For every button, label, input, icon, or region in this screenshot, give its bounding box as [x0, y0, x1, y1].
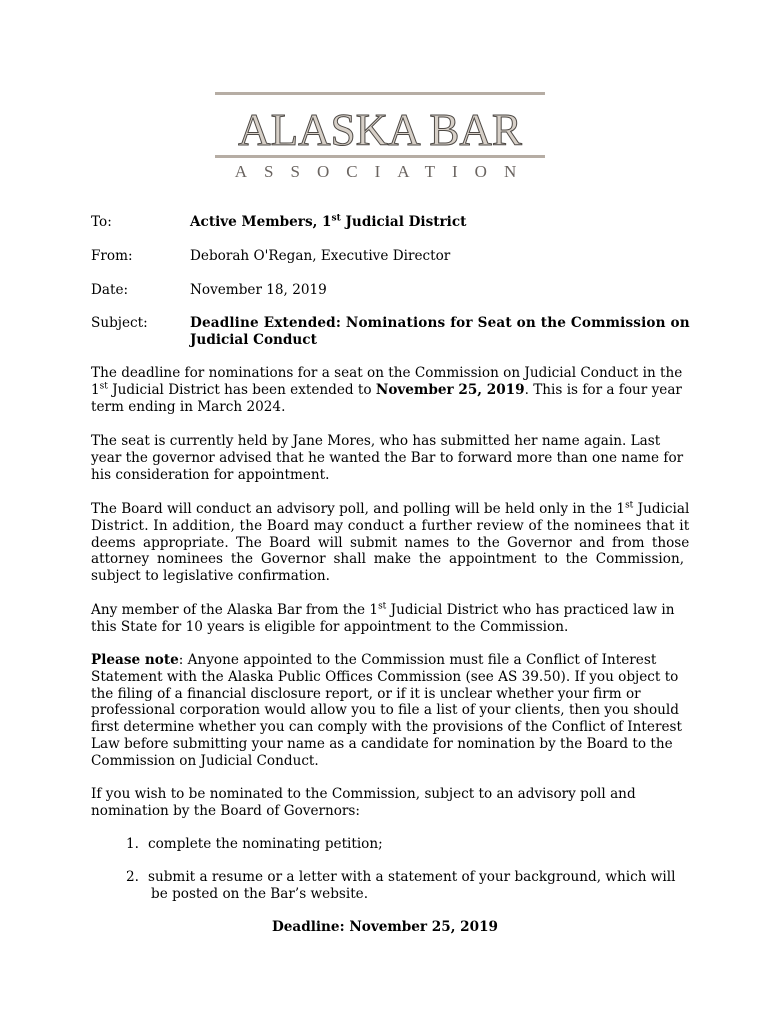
logo-wordmark: ALASKA BAR: [238, 105, 522, 155]
to-value: Active Members, 1st Judicial District: [190, 213, 467, 230]
date-value: November 18, 2019: [190, 282, 327, 298]
paragraph-deadline: The deadline for nominations for a seat on the Commission on Judicial Conduct in the 1st Judicial District has been extended to November 25, 2019. This is for a four year term ending in March 2024.: [91, 365, 683, 415]
from-value: Deborah O'Regan, Executive Director: [190, 248, 451, 264]
paragraph-advisory-poll: The Board will conduct an advisory poll, and polling will be held only in the 1st Judicial District. In addition, the Board may conduct a further review of the nominees that it deems appropriate. The Board will submit names to the Governor and from those attorney nominees the Governor shall make the appointment to the Commission, subject to legislative confirmation.: [91, 500, 690, 585]
subject-value: Deadline Extended: Nominations for Seat on the Commission on Judicial Conduct: [190, 315, 690, 348]
deadline-footer: Deadline: November 25, 2019: [271, 919, 499, 935]
paragraph-eligibility: Any member of the Alaska Bar from the 1st Judicial District who has practiced law in this State for 10 years is eligible for appointment to the Commission.: [91, 601, 675, 635]
memo-page: ALASKA BAR ASSOCIATION To: Active Members, 1st Judicial District From: Deborah O'Regan, Executive Director Date: November 18, 2019 Subject: Deadline Extended: Nominations for Seat on the Commission on Judicial Conduct The deadline for nominations for a seat on the Commission on Judicial Conduct in the 1st Judicial District has been extended to November 25, 2019. This is for a four year term ending in March 2024. The seat is currently held by Jane Mores, who has submitted her name again. Last year the governor advised that he wanted the Bar to forward more than one name for his consideration for appointment. The Board will conduct an advisory poll, and polling will be held only in the 1st Judicial District. In addition, the Board may conduct a further review of the nominees that it deems appropriate. The Board will submit names to the Governor and from those attorney nominees the Governor shall make the appointment to the Commission, subject to legislative confirmation. Any member of the Alaska Bar from the 1st Judicial District who has practiced law in this State for 10 years is eligible for appointment to the Commission. Please note: Anyone appointed to the Commission must file a Conflict of Interest Statement with the Alaska Public Offices Commission (see AS 39.50). If you object to the filing of a financial disclosure report, or if it is unclear whether your firm or professional corporation would allow you to file a list of your clients, then you should first determine whether you can comply with the provisions of the Conflict of Interest Law before submitting your name as a candidate for nomination by the Board to the Commission on Judicial Conduct. If you wish to be nominated to the Commission, subject to an advisory poll and nomination by the Board of Governors: 1. complete the nominating petition; 2. submit a resume or a letter with a statement of your background, which will be posted on the Bar’s website. Deadline: November 25, 2019: [0, 0, 770, 1024]
date-label: Date:: [91, 282, 129, 298]
paragraph-seat-holder: The seat is currently held by Jane Mores, who has submitted her name again. Last year the governor advised that he wanted the Bar to forward more than one name for his consideration for appointment.: [91, 433, 684, 483]
from-label: From:: [91, 248, 133, 264]
alaska-bar-logo: [215, 92, 545, 184]
logo-rule-top: [215, 92, 545, 95]
paragraph-how-to-apply: If you wish to be nominated to the Commission, subject to an advisory poll and nomination by the Board of Governors:: [91, 786, 636, 819]
subject-label: Subject:: [91, 315, 148, 331]
paragraph-please-note: Please note: Anyone appointed to the Commission must file a Conflict of Interest Statement with the Alaska Public Offices Commission (see AS 39.50). If you object to the filing of a financial disclosure report, or if it is unclear whether your firm or professional corporation would allow you to file a list of your clients, then you should first determine whether you can comply with the provisions of the Conflict of Interest Law before submitting your name as a candidate for nomination by the Board to the Commission on Judicial Conduct.: [91, 652, 682, 769]
to-label: To:: [91, 214, 112, 230]
logo-subword: ASSOCIATION: [234, 162, 534, 181]
